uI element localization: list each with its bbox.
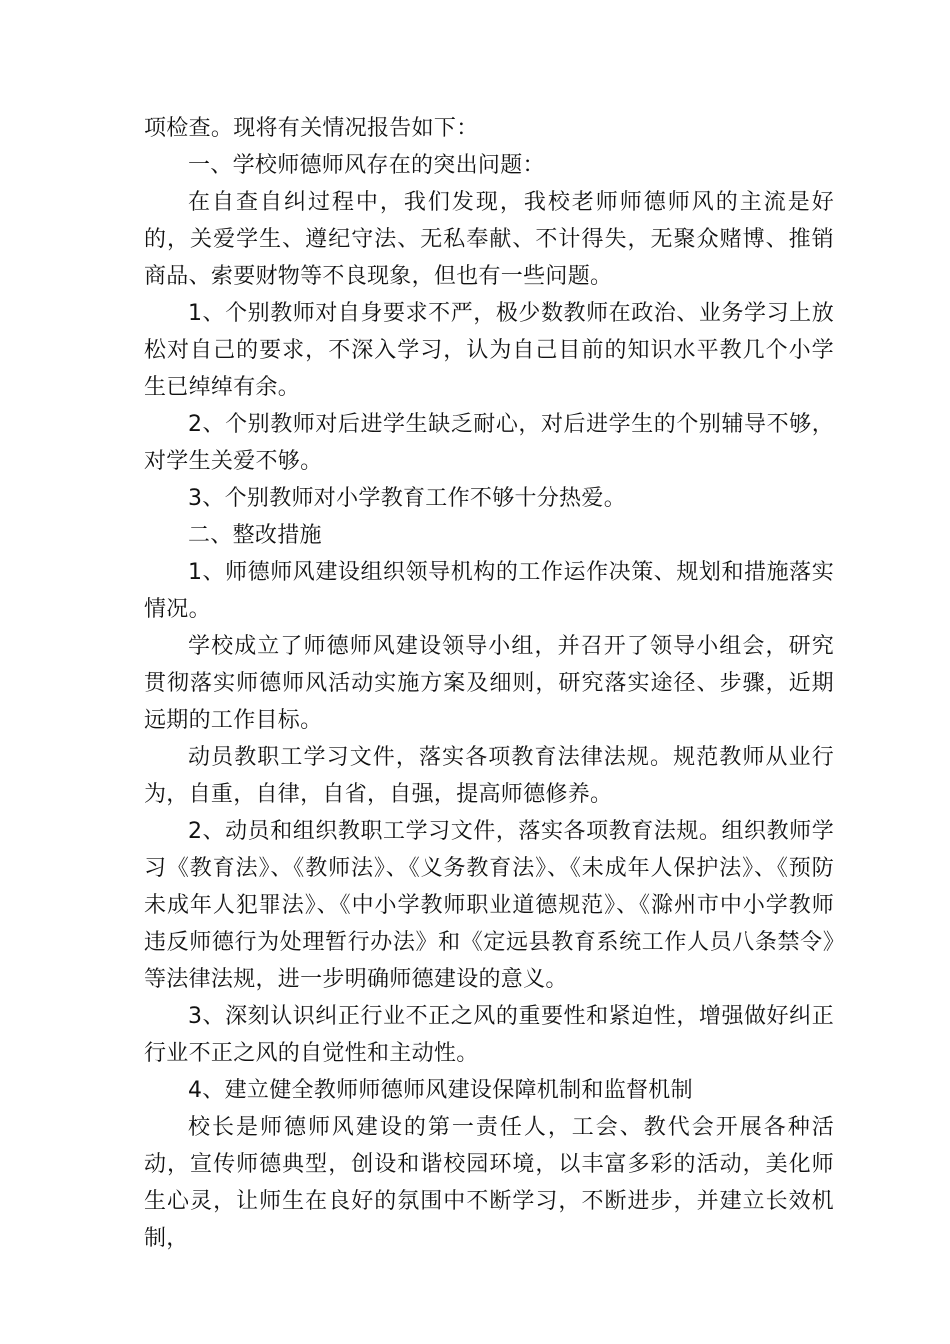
paragraph-principal-responsibility: 校长是师德师风建设的第一责任人，工会、教代会开展各种活动，宣传师德典型，创设和谐校园环境，以丰富多彩的活动，美化师生心灵，让师生在良好的氛围中不断学习，不断进步，并建立长效机制， — [144, 1115, 834, 1251]
measure-item-4: 4、建立健全教师师德师风建设保障机制和监督机制 — [188, 1078, 693, 1103]
section-heading-measures: 二、整改措施 — [188, 523, 322, 548]
problem-item-2: 2、个别教师对后进学生缺乏耐心，对后进学生的个别辅导不够，对学生关爱不够。 — [144, 412, 834, 474]
measure-item-3: 3、深刻认识纠正行业不正之风的重要性和紧迫性，增强做好纠正行业不正之风的自觉性和主动性。 — [144, 1004, 834, 1066]
problem-item-1: 1、个别教师对自身要求不严，极少数教师在政治、业务学习上放松对自己的要求，不深入学习，认为自己目前的知识水平教几个小学生已绰绰有余。 — [144, 301, 834, 400]
measure-item-2: 2、动员和组织教职工学习文件，落实各项教育法规。组织教师学习《教育法》、《教师法》、《义务教育法》、《未成年人保护法》、《预防未成年人犯罪法》、《中小学教师职业道德规范》、《滁州市中小学教师违反师德行为处理暂行办法》和《定远县教育系统工作人员八条禁令》等法律法规，进一步明确师德建设的意义。 — [144, 819, 834, 992]
problem-item-3: 3、个别教师对小学教育工作不够十分热爱。 — [188, 486, 626, 511]
measure-item-1: 1、师德师风建设组织领导机构的工作运作决策、规划和措施落实情况。 — [144, 560, 834, 622]
section-heading-problems: 一、学校师德师风存在的突出问题： — [188, 153, 545, 178]
paragraph-self-inspection: 在自查自纠过程中，我们发现，我校老师师德师风的主流是好的，关爱学生、遵纪守法、无私奉献、不计得失，无聚众赌博、推销商品、索要财物等不良现象，但也有一些问题。 — [144, 190, 834, 289]
paragraph-continuation: 项检查。现将有关情况报告如下： — [144, 116, 479, 141]
paragraph-leadership-group: 学校成立了师德师风建设领导小组，并召开了领导小组会，研究贯彻落实师德师风活动实施方案及细则，研究落实途径、步骤，近期远期的工作目标。 — [144, 634, 834, 733]
paragraph-staff-study: 动员教职工学习文件，落实各项教育法律法规。规范教师从业行为，自重，自律，自省，自强，提高师德修养。 — [144, 745, 834, 807]
document-body — [144, 110, 834, 1257]
